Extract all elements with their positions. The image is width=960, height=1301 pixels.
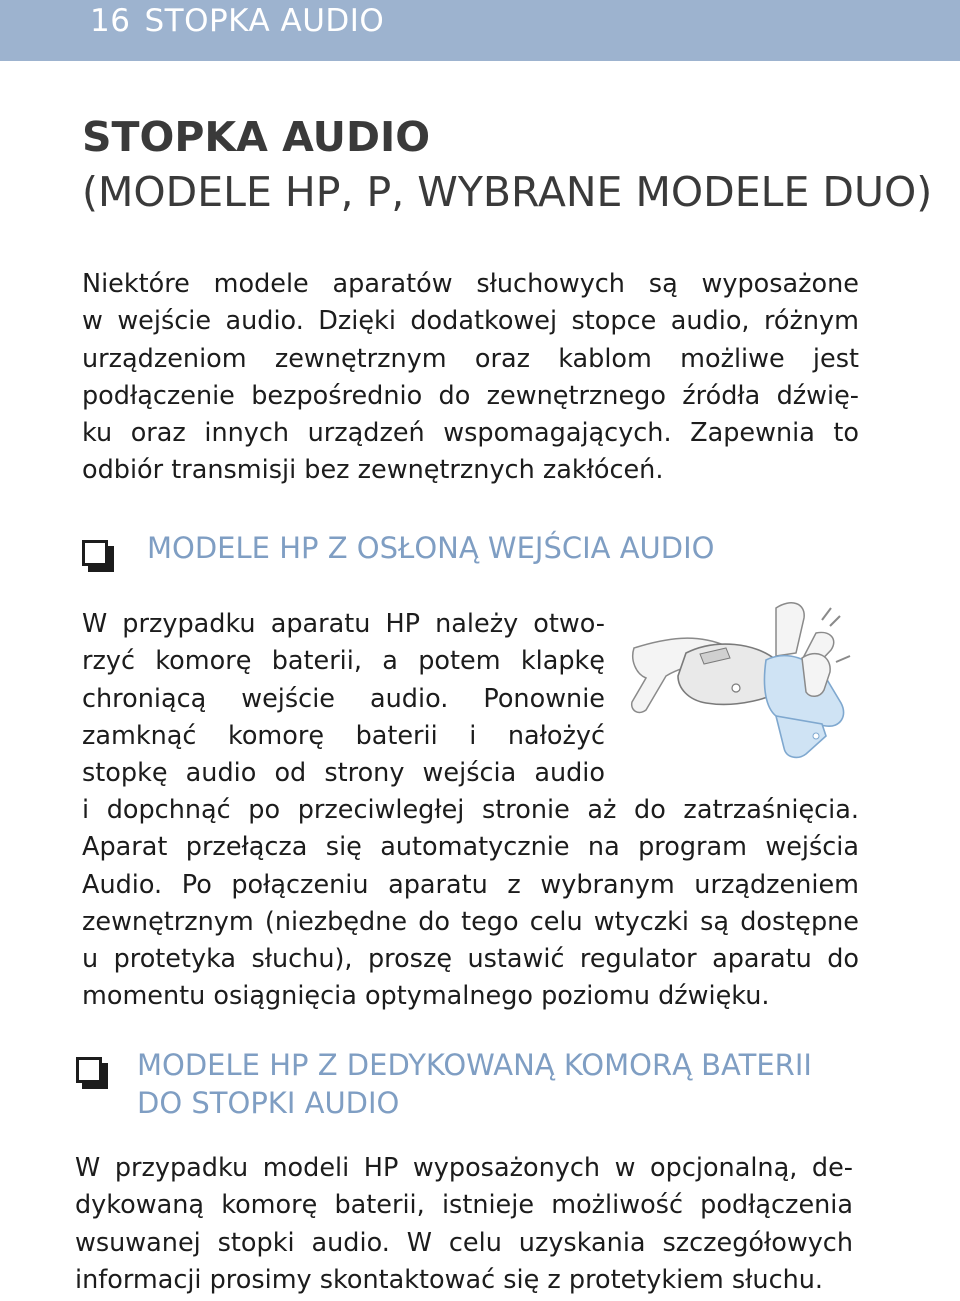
paragraph-line: chroniącą wejście audio. Ponownie (82, 683, 605, 714)
paragraph-line: podłączenie bezpośrednio do zewnętrznego źródła dźwię- (82, 380, 859, 411)
paragraph-line: informacji prosimy skontaktować się z protetykiem słuchu. (75, 1264, 824, 1295)
page-title (82, 110, 932, 220)
section2-paragraph (75, 1150, 853, 1299)
hearing-aid-illustration (626, 598, 866, 768)
checkbox-icon (82, 540, 114, 572)
paragraph-line: stopkę audio od strony wejścia audio (82, 758, 605, 789)
paragraph-line: W przypadku modeli HP wyposażonych w opcjonalną, de- (75, 1153, 853, 1183)
section2-heading: MODELE HP Z DEDYKOWANĄ KOMORĄ BATERII DO STOPKI AUDIO (137, 1048, 812, 1120)
section1-heading: MODELE HP Z OSŁONĄ WEJŚCIA AUDIO (147, 531, 715, 565)
checkbox-icon (76, 1057, 108, 1089)
title-line-2: (MODELE HP, P, WYBRANE MODELE DUO) (82, 168, 933, 216)
section1-paragraph-wide (82, 792, 859, 1016)
paragraph-line: odbiór transmisji bez zewnętrznych zakłóceń. (82, 455, 664, 486)
paragraph-line: dykowaną komorę baterii, istnieje możliwość podłączenia (75, 1190, 853, 1221)
paragraph-line: zamknąć komorę baterii i nałożyć (82, 720, 605, 751)
paragraph-line: w wejście audio. Dzięki dodatkowej stopce audio, różnym (82, 306, 859, 337)
paragraph-line: Niektóre modele aparatów słuchowych są wyposażone (82, 269, 859, 299)
title-line-1: STOPKA AUDIO (82, 113, 431, 161)
paragraph-line: momentu osiągnięcia optymalnego poziomu dźwięku. (82, 981, 770, 1012)
paragraph-line: W przypadku aparatu HP należy otwo- (82, 609, 605, 639)
header-section-title: STOPKA AUDIO (144, 3, 385, 39)
paragraph-line: wsuwanej stopki audio. W celu uzyskania szczegółowych (75, 1227, 853, 1258)
paragraph-line: urządzeniom zewnętrznym oraz kablom możliwe jest (82, 343, 859, 374)
paragraph-line: rzyć komorę baterii, a potem klapkę (82, 646, 605, 677)
paragraph-line: i dopchnąć po przeciwległej stronie aż do zatrzaśnięcia. (82, 795, 859, 825)
intro-paragraph (82, 266, 859, 490)
paragraph-line: Aparat przełącza się automatycznie na program wejścia (82, 832, 859, 863)
page-header (0, 0, 960, 61)
section1-paragraph-narrow (82, 606, 605, 792)
paragraph-line: Audio. Po połączeniu aparatu z wybranym urządzeniem (82, 869, 859, 900)
paragraph-line: u protetyka słuchu), proszę ustawić regulator aparatu do (82, 944, 859, 975)
paragraph-line: ku oraz innych urządzeń wspomagających. Zapewnia to (82, 418, 859, 449)
page-number: 16 (90, 3, 131, 39)
paragraph-line: zewnętrznym (niezbędne do tego celu wtyczki są dostępne (82, 906, 859, 937)
header-text (90, 3, 384, 39)
